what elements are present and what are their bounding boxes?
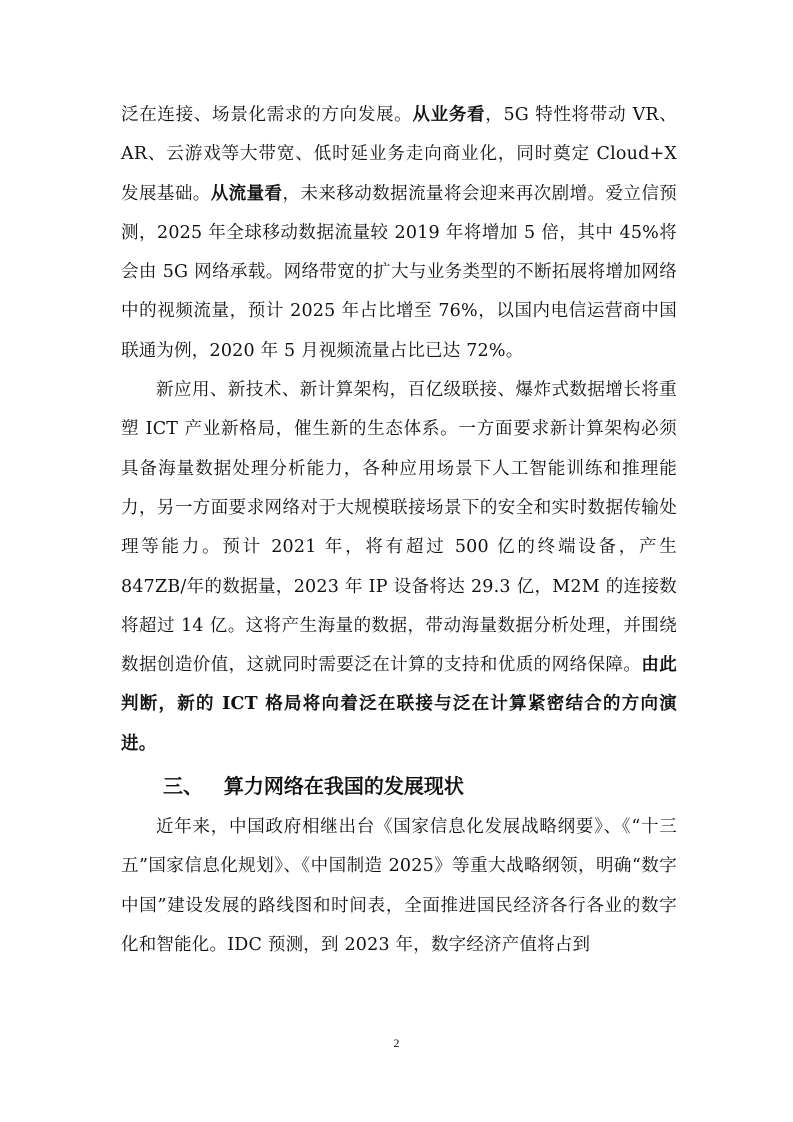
- section-title: 算力网络在我国的发展现状: [223, 774, 464, 799]
- paragraph-china-status: [121, 808, 677, 965]
- paragraph-text: ，未来移动数据流量将会迎来再次剧增。爱立信预测，2025 年全球移动数据流量较 2019 年将增加 5 倍，其中 45%将会由 5G 网络承载。网络带宽的扩大与业务类型的不断拓展将增加网络中的视频流量，预计 2025 年占比增至 76%，以国内电信运营商中国联通为例，2020 年 5 月视频流量占比已达 72%。: [121, 183, 677, 361]
- paragraph-text: 泛在连接、场景化需求的方向发展。: [121, 105, 413, 125]
- paragraph-text: ，5G 特性将带动 VR、AR、云游戏等大带宽、低时延业务走向商业化，同时奠定 Cloud+X 发展基础。: [121, 105, 678, 204]
- page-body: [121, 96, 677, 965]
- bold-phrase-traffic: 从流量看: [210, 183, 283, 204]
- paragraph-text: 新应用、新技术、新计算架构，百亿级联接、爆炸式数据增长将重塑 ICT 产业新格局，催生新的生态体系。一方面要求新计算架构必须具备海量数据处理分析能力，各种应用场景下人工智能训练和推理能力，另一方面要求网络对于大规模联接场景下的安全和实时数据传输处理等能力。预计 2021 年，将有超过 500 亿的终端设备，产生 847ZB/年的数据量，2023 年 IP 设备将达 29.3 亿，M2M 的连接数将超过 14 亿。这将产生海量的数据，带动海量数据分析处理，并围绕数据创造价值，这就同时需要泛在计算的支持和优质的网络保障。: [121, 380, 677, 676]
- page-number: 2: [393, 1036, 400, 1050]
- paragraph-ict-landscape: [121, 371, 677, 764]
- paragraph-traffic-trends: [121, 96, 677, 371]
- paragraph-text: 近年来，中国政府相继出台《国家信息化发展战略纲要》、《“十三五”国家信息化规划》、《中国制造 2025》等重大战略纲领，明确“数字中国”建设发展的路线图和时间表，全面推进国民经济各行各业的数字化和智能化。IDC 预测，到 2023 年，数字经济产值将占到: [121, 817, 677, 955]
- section-heading: [121, 764, 677, 808]
- bold-conclusion: 由此判断，新的 ICT 格局将向着泛在联接与泛在计算紧密结合的方向演进。: [121, 655, 677, 754]
- bold-phrase-business: 从业务看: [412, 105, 486, 125]
- section-number: 三、: [163, 774, 203, 799]
